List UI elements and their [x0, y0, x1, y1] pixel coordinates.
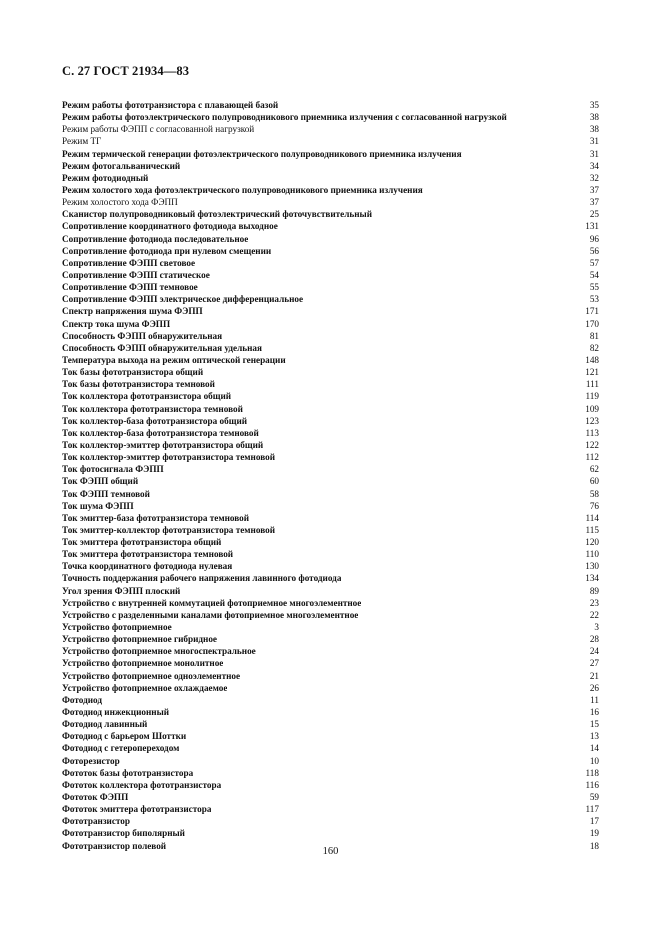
index-page-number: 121 [585, 367, 599, 378]
index-page-number: 171 [585, 306, 599, 317]
index-entry [62, 208, 599, 220]
index-page-number: 26 [589, 682, 599, 693]
index-page-number: 34 [589, 160, 599, 171]
index-entry [62, 548, 599, 560]
index-term: Устройство фотоприемное одноэлементное [62, 670, 241, 681]
index-term: Режим ТГ [62, 136, 102, 147]
index-entry [62, 184, 599, 196]
index-entry [62, 354, 599, 366]
index-entry [62, 730, 599, 742]
index-term: Фотодиод с гетеропереходом [62, 743, 180, 754]
index-page-number: 16 [589, 707, 599, 718]
index-term: Сопротивление ФЭПП темновое [62, 282, 198, 293]
index-page-number: 120 [585, 537, 599, 548]
index-term: Устройство с разделенными каналами фотоприемное многоэлементное [62, 609, 359, 620]
index-term: Сопротивление ФЭПП статическое [62, 269, 210, 280]
index-page-number: 3 [594, 622, 599, 633]
index-entry [62, 245, 599, 257]
index-page-number: 117 [585, 804, 599, 815]
index-page-number: 76 [589, 500, 599, 511]
index-page-number: 54 [589, 269, 599, 280]
index-term: Спектр тока шума ФЭПП [62, 318, 171, 329]
index-term: Температура выхода на режим оптической генерации [62, 354, 286, 365]
index-page-number: 115 [585, 524, 599, 535]
index-term: Фототок ФЭПП [62, 792, 129, 803]
index-term: Режим термической генерации фотоэлектрического полупроводникового приемника излучения [62, 148, 462, 159]
index-term: Режим фотодиодный [62, 172, 149, 183]
index-entry [62, 451, 599, 463]
index-entry [62, 390, 599, 402]
index-entry [62, 220, 599, 232]
index-entry [62, 779, 599, 791]
index-entry [62, 657, 599, 669]
index-entry [62, 670, 599, 682]
index-entry [62, 366, 599, 378]
index-term: Ток базы фототранзистора темновой [62, 379, 215, 390]
index-page-number: 59 [589, 792, 599, 803]
index-entry [62, 585, 599, 597]
index-entry [62, 281, 599, 293]
index-term: Режим работы ФЭПП с согласованной нагрузкой [62, 124, 255, 135]
index-term: Способность ФЭПП обнаружительная удельная [62, 342, 262, 353]
index-entry [62, 305, 599, 317]
index-page-number: 111 [585, 379, 599, 390]
index-entry [62, 488, 599, 500]
index-term: Точка координатного фотодиода нулевая [62, 561, 233, 572]
index-page-number: 96 [589, 233, 599, 244]
index-page-number: 38 [589, 124, 599, 135]
index-page-number: 22 [589, 609, 599, 620]
index-term: Устройство фотоприемное [62, 622, 172, 633]
index-entry [62, 827, 599, 839]
index-page-number: 119 [585, 391, 599, 402]
index-page-number: 10 [589, 755, 599, 766]
index-term: Сопротивление ФЭПП световое [62, 257, 196, 268]
index-page-number: 38 [589, 112, 599, 123]
index-entry [62, 330, 599, 342]
index-entry [62, 269, 599, 281]
index-page-number: 31 [589, 136, 599, 147]
index-page-number: 35 [589, 100, 599, 110]
index-entry [62, 633, 599, 645]
index-term: Устройство с внутренней коммутацией фотоприемное многоэлементное [62, 597, 362, 608]
index-term: Фототок эмиттера фототранзистора [62, 804, 212, 815]
index-entry [62, 403, 599, 415]
index-page-number: 27 [589, 658, 599, 669]
index-entry [62, 111, 599, 123]
index-page-number: 131 [585, 221, 599, 232]
index-page-number: 114 [585, 512, 599, 523]
index-term: Фототранзистор полевой [62, 840, 167, 851]
index-page-number: 21 [589, 670, 599, 681]
index-page-number: 13 [589, 731, 599, 742]
index-term: Режим холостого хода фотоэлектрического полупроводникового приемника излучения [62, 184, 423, 195]
index-entry [62, 99, 599, 111]
index-term: Режим холостого хода ФЭПП [62, 197, 178, 208]
index-term: Фотодиод лавинный [62, 719, 148, 730]
index-page-number: 118 [585, 767, 599, 778]
index-term: Ток коллектора фототранзистора темновой [62, 403, 243, 414]
index-term: Ток коллектор-база фототранзистора темновой [62, 427, 259, 438]
index-term: Ток шума ФЭПП [62, 500, 134, 511]
index-term: Фотодиод инжекционный [62, 707, 170, 718]
index-entry [62, 645, 599, 657]
index-entry [62, 803, 599, 815]
index-term: Ток коллектора фототранзистора общий [62, 391, 232, 402]
index-term: Точность поддержания рабочего напряжения лавинного фотодиода [62, 573, 342, 584]
index-page-number: 18 [589, 840, 599, 851]
index-entry [62, 597, 599, 609]
index-term: Фотодиод [62, 694, 103, 705]
index-term: Устройство фотоприемное многоспектральное [62, 646, 256, 657]
index-entry [62, 767, 599, 779]
index-term: Устройство фотоприемное монолитное [62, 658, 224, 669]
index-term: Устройство фотоприемное гибридное [62, 634, 218, 645]
index-page-number: 123 [585, 415, 599, 426]
index-entry [62, 148, 599, 160]
index-term: Фототок коллектора фототранзистора [62, 779, 222, 790]
index-page-number: 23 [589, 597, 599, 608]
index-page-number: 134 [585, 573, 599, 584]
index-page-number: 82 [589, 342, 599, 353]
index-term: Угол зрения ФЭПП плоский [62, 585, 181, 596]
index-term: Режим работы фототранзистора с плавающей базой [62, 100, 279, 110]
index-term: Сопротивление фотодиода при нулевом смещении [62, 245, 272, 256]
index-entry [62, 439, 599, 451]
index-entry [62, 536, 599, 548]
index-entry [62, 196, 599, 208]
index-entry [62, 463, 599, 475]
index-page-number: 37 [589, 184, 599, 195]
index-entry [62, 172, 599, 184]
index-page-number: 31 [589, 148, 599, 159]
index-term: Сканистор полупроводниковый фотоэлектрический фоточувствительный [62, 209, 372, 220]
index-entry [62, 682, 599, 694]
index-entry [62, 318, 599, 330]
index-term: Ток эмиттера фототранзистора общий [62, 537, 222, 548]
index-term: Устройство фотоприемное охлаждаемое [62, 682, 228, 693]
index-page-number: 14 [589, 743, 599, 754]
index-entry [62, 378, 599, 390]
index-term: Фоторезистор [62, 755, 120, 766]
index-entry [62, 742, 599, 754]
index-entry [62, 560, 599, 572]
index-entry [62, 233, 599, 245]
index-entry [62, 791, 599, 803]
index-entry [62, 512, 599, 524]
index-term: Фототранзистор биполярный [62, 828, 185, 839]
index-entry [62, 500, 599, 512]
index-page-number: 53 [589, 294, 599, 305]
index-page-number: 57 [589, 257, 599, 268]
index-page-number: 17 [589, 816, 599, 827]
index-page-number: 37 [589, 197, 599, 208]
index-entry [62, 415, 599, 427]
index-entry [62, 475, 599, 487]
index-page-number: 11 [590, 694, 599, 705]
index-term: Ток фотосигнала ФЭПП [62, 464, 164, 475]
index-term: Ток эмиттера фототранзистора темновой [62, 549, 234, 560]
index-term: Ток эмиттер-коллектор фототранзистора темновой [62, 524, 275, 535]
index-page-number: 148 [585, 354, 599, 365]
index-page-number: 116 [585, 779, 599, 790]
index-term: Ток ФЭПП общий [62, 476, 139, 487]
index-term: Фототок базы фототранзистора [62, 767, 194, 778]
index-term: Ток эмиттер-база фототранзистора темновой [62, 512, 250, 523]
footer-page-number: 160 [322, 846, 339, 857]
index-page-number: 130 [585, 561, 599, 572]
index-entry [62, 135, 599, 147]
index-entry [62, 427, 599, 439]
index-term: Ток ФЭПП темновой [62, 488, 150, 499]
index-term: Сопротивление фотодиода последовательное [62, 233, 249, 244]
index-page-number: 58 [589, 488, 599, 499]
index-term: Сопротивление координатного фотодиода выходное [62, 221, 278, 232]
index-page-number: 112 [585, 452, 599, 463]
index-term: Режим работы фотоэлектрического полупроводникового приемника излучения с согласованной нагрузкой [62, 112, 507, 123]
index-term: Ток коллектор-база фототранзистора общий [62, 415, 248, 426]
index-term: Фотодиод с барьером Шоттки [62, 731, 187, 742]
index-page-number: 110 [585, 549, 599, 560]
index-entry [62, 718, 599, 730]
index-page-number: 122 [585, 439, 599, 450]
index-entry [62, 257, 599, 269]
index-page-number: 62 [589, 464, 599, 475]
index-term: Способность ФЭПП обнаружительная [62, 330, 223, 341]
index-page-number: 109 [585, 403, 599, 414]
index-entry [62, 524, 599, 536]
index-entry [62, 123, 599, 135]
index-page-number: 15 [589, 719, 599, 730]
index-entry [62, 694, 599, 706]
index-entry [62, 755, 599, 767]
index-entry [62, 160, 599, 172]
page-header: С. 27 ГОСТ 21934—83 [62, 64, 190, 78]
index-entry [62, 342, 599, 354]
index-term: Ток коллектор-эмиттер фототранзистора темновой [62, 452, 275, 463]
index-term: Сопротивление ФЭПП электрическое дифференциальное [62, 294, 304, 305]
index-term: Спектр напряжения шума ФЭПП [62, 306, 203, 317]
index-page-number: 113 [585, 427, 599, 438]
index-page-number: 170 [585, 318, 599, 329]
index-entry [62, 609, 599, 621]
index-entry [62, 621, 599, 633]
index-page-number: 55 [589, 282, 599, 293]
index-term: Режим фотогальванический [62, 160, 181, 171]
index-page-number: 81 [589, 330, 599, 341]
index-page-number: 25 [589, 209, 599, 220]
alphabetical-index-list [62, 99, 599, 852]
index-page-number: 32 [589, 172, 599, 183]
index-entry [62, 815, 599, 827]
index-page-number: 60 [589, 476, 599, 487]
index-page-number: 28 [589, 634, 599, 645]
index-term: Ток коллектор-эмиттер фототранзистора общий [62, 439, 264, 450]
index-page-number: 89 [589, 585, 599, 596]
index-page-number: 19 [589, 828, 599, 839]
index-page-number: 56 [589, 245, 599, 256]
index-page-number: 24 [589, 646, 599, 657]
index-term: Фототранзистор [62, 816, 131, 827]
index-entry [62, 572, 599, 584]
index-entry [62, 293, 599, 305]
index-entry [62, 706, 599, 718]
index-term: Ток базы фототранзистора общий [62, 367, 204, 378]
